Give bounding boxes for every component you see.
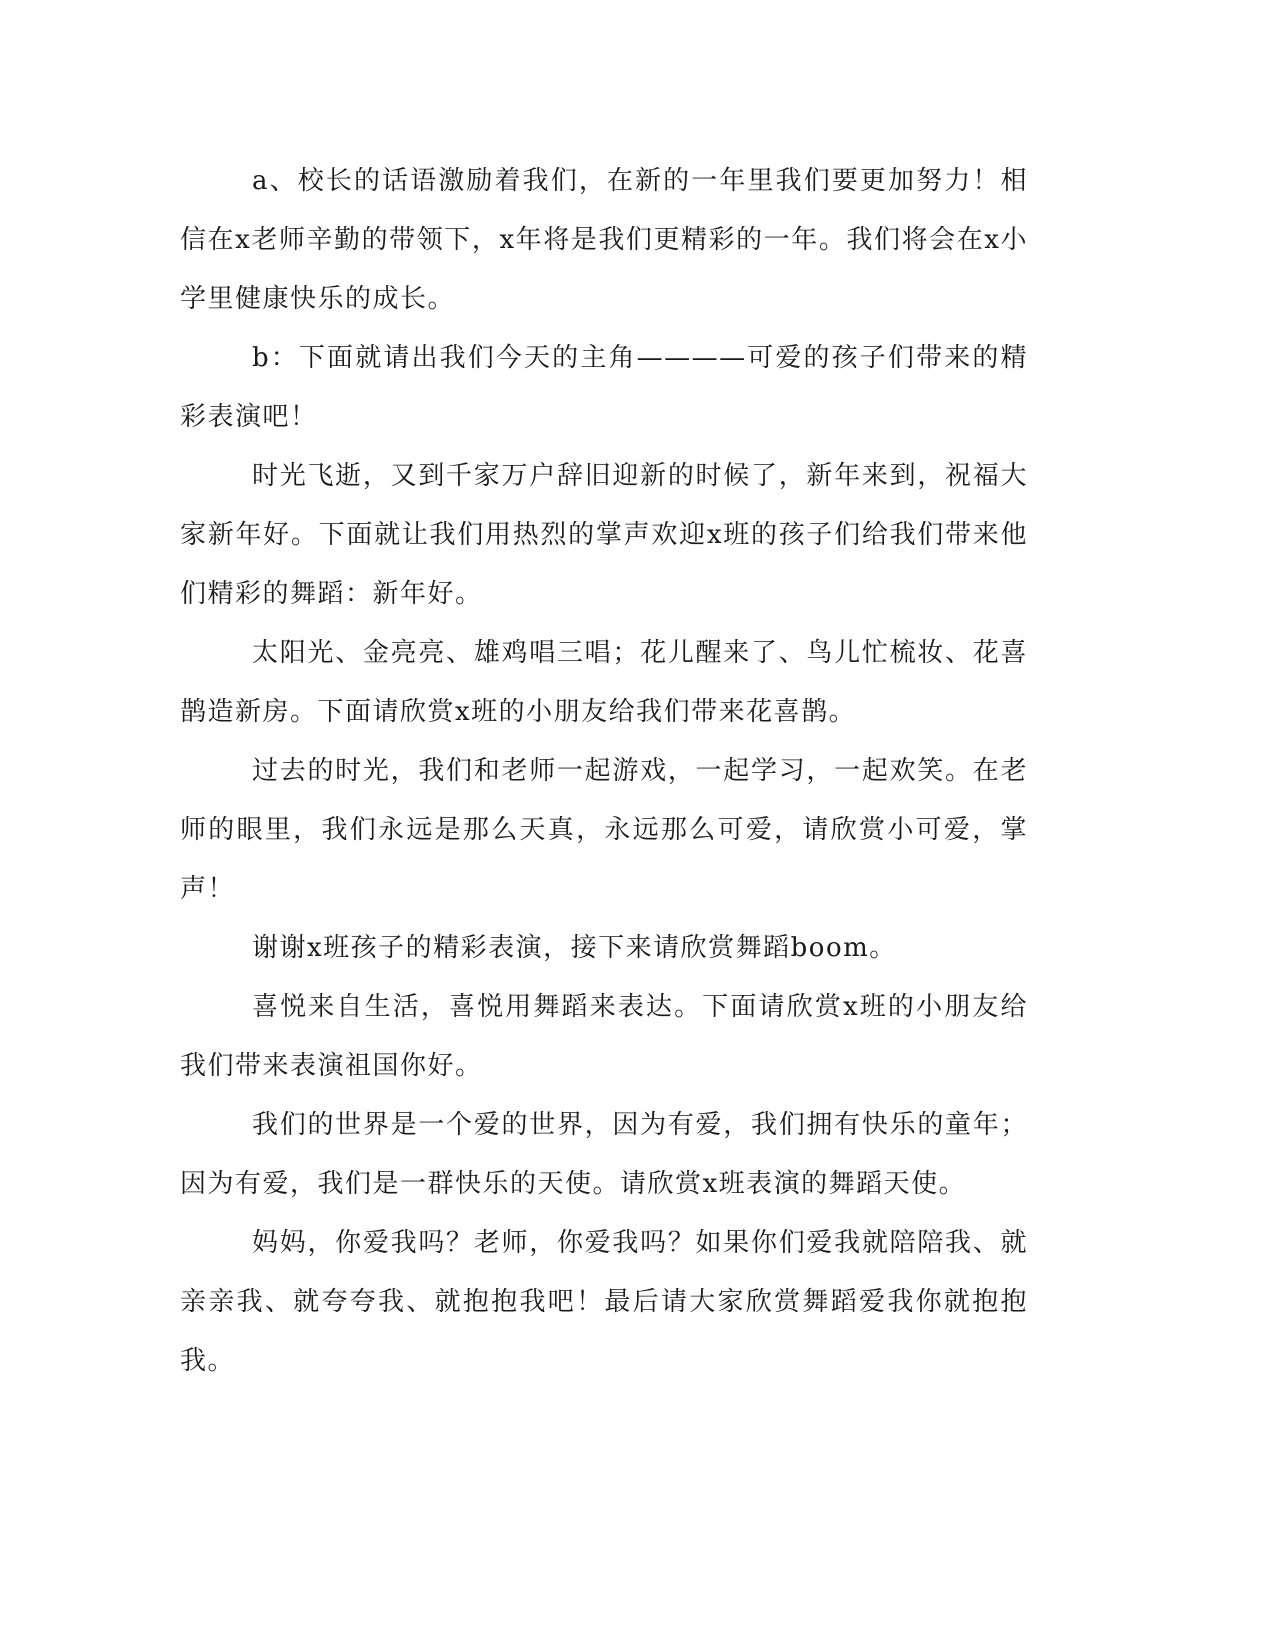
paragraph-1: a、校长的话语激励着我们，在新的一年里我们要更加努力！相信在x老师辛勤的带领下，x年将是我们更精彩的一年。我们将会在x小学里健康快乐的成长。 — [180, 166, 1028, 314]
paragraph-4: 太阳光、金亮亮、雄鸡唱三唱；花儿醒来了、鸟儿忙梳妆、花喜鹊造新房。下面请欣赏x班的小朋友给我们带来花喜鹊。 — [180, 638, 1028, 727]
paragraph-6: 谢谢x班孩子的精彩表演，接下来请欣赏舞蹈boom。 — [252, 933, 897, 963]
paragraph-3: 时光飞逝，又到千家万户辞旧迎新的时候了，新年来到，祝福大家新年好。下面就让我们用热烈的掌声欢迎x班的孩子们给我们带来他们精彩的舞蹈：新年好。 — [180, 461, 1028, 609]
paragraph-9: 妈妈，你爱我吗？老师，你爱我吗？如果你们爱我就陪陪我、就亲亲我、就夸夸我、就抱抱我吧！最后请大家欣赏舞蹈爱我你就抱抱我。 — [180, 1228, 1028, 1376]
paragraph-5: 过去的时光，我们和老师一起游戏，一起学习，一起欢笑。在老师的眼里，我们永远是那么天真，永远那么可爱，请欣赏小可爱，掌声！ — [180, 756, 1028, 904]
document-body — [180, 152, 1028, 1391]
paragraph-2: b：下面就请出我们今天的主角————可爱的孩子们带来的精彩表演吧！ — [180, 343, 1028, 432]
paragraph-7: 喜悦来自生活，喜悦用舞蹈来表达。下面请欣赏x班的小朋友给我们带来表演祖国你好。 — [180, 992, 1028, 1081]
paragraph-8: 我们的世界是一个爱的世界，因为有爱，我们拥有快乐的童年；因为有爱，我们是一群快乐的天使。请欣赏x班表演的舞蹈天使。 — [180, 1110, 1028, 1199]
